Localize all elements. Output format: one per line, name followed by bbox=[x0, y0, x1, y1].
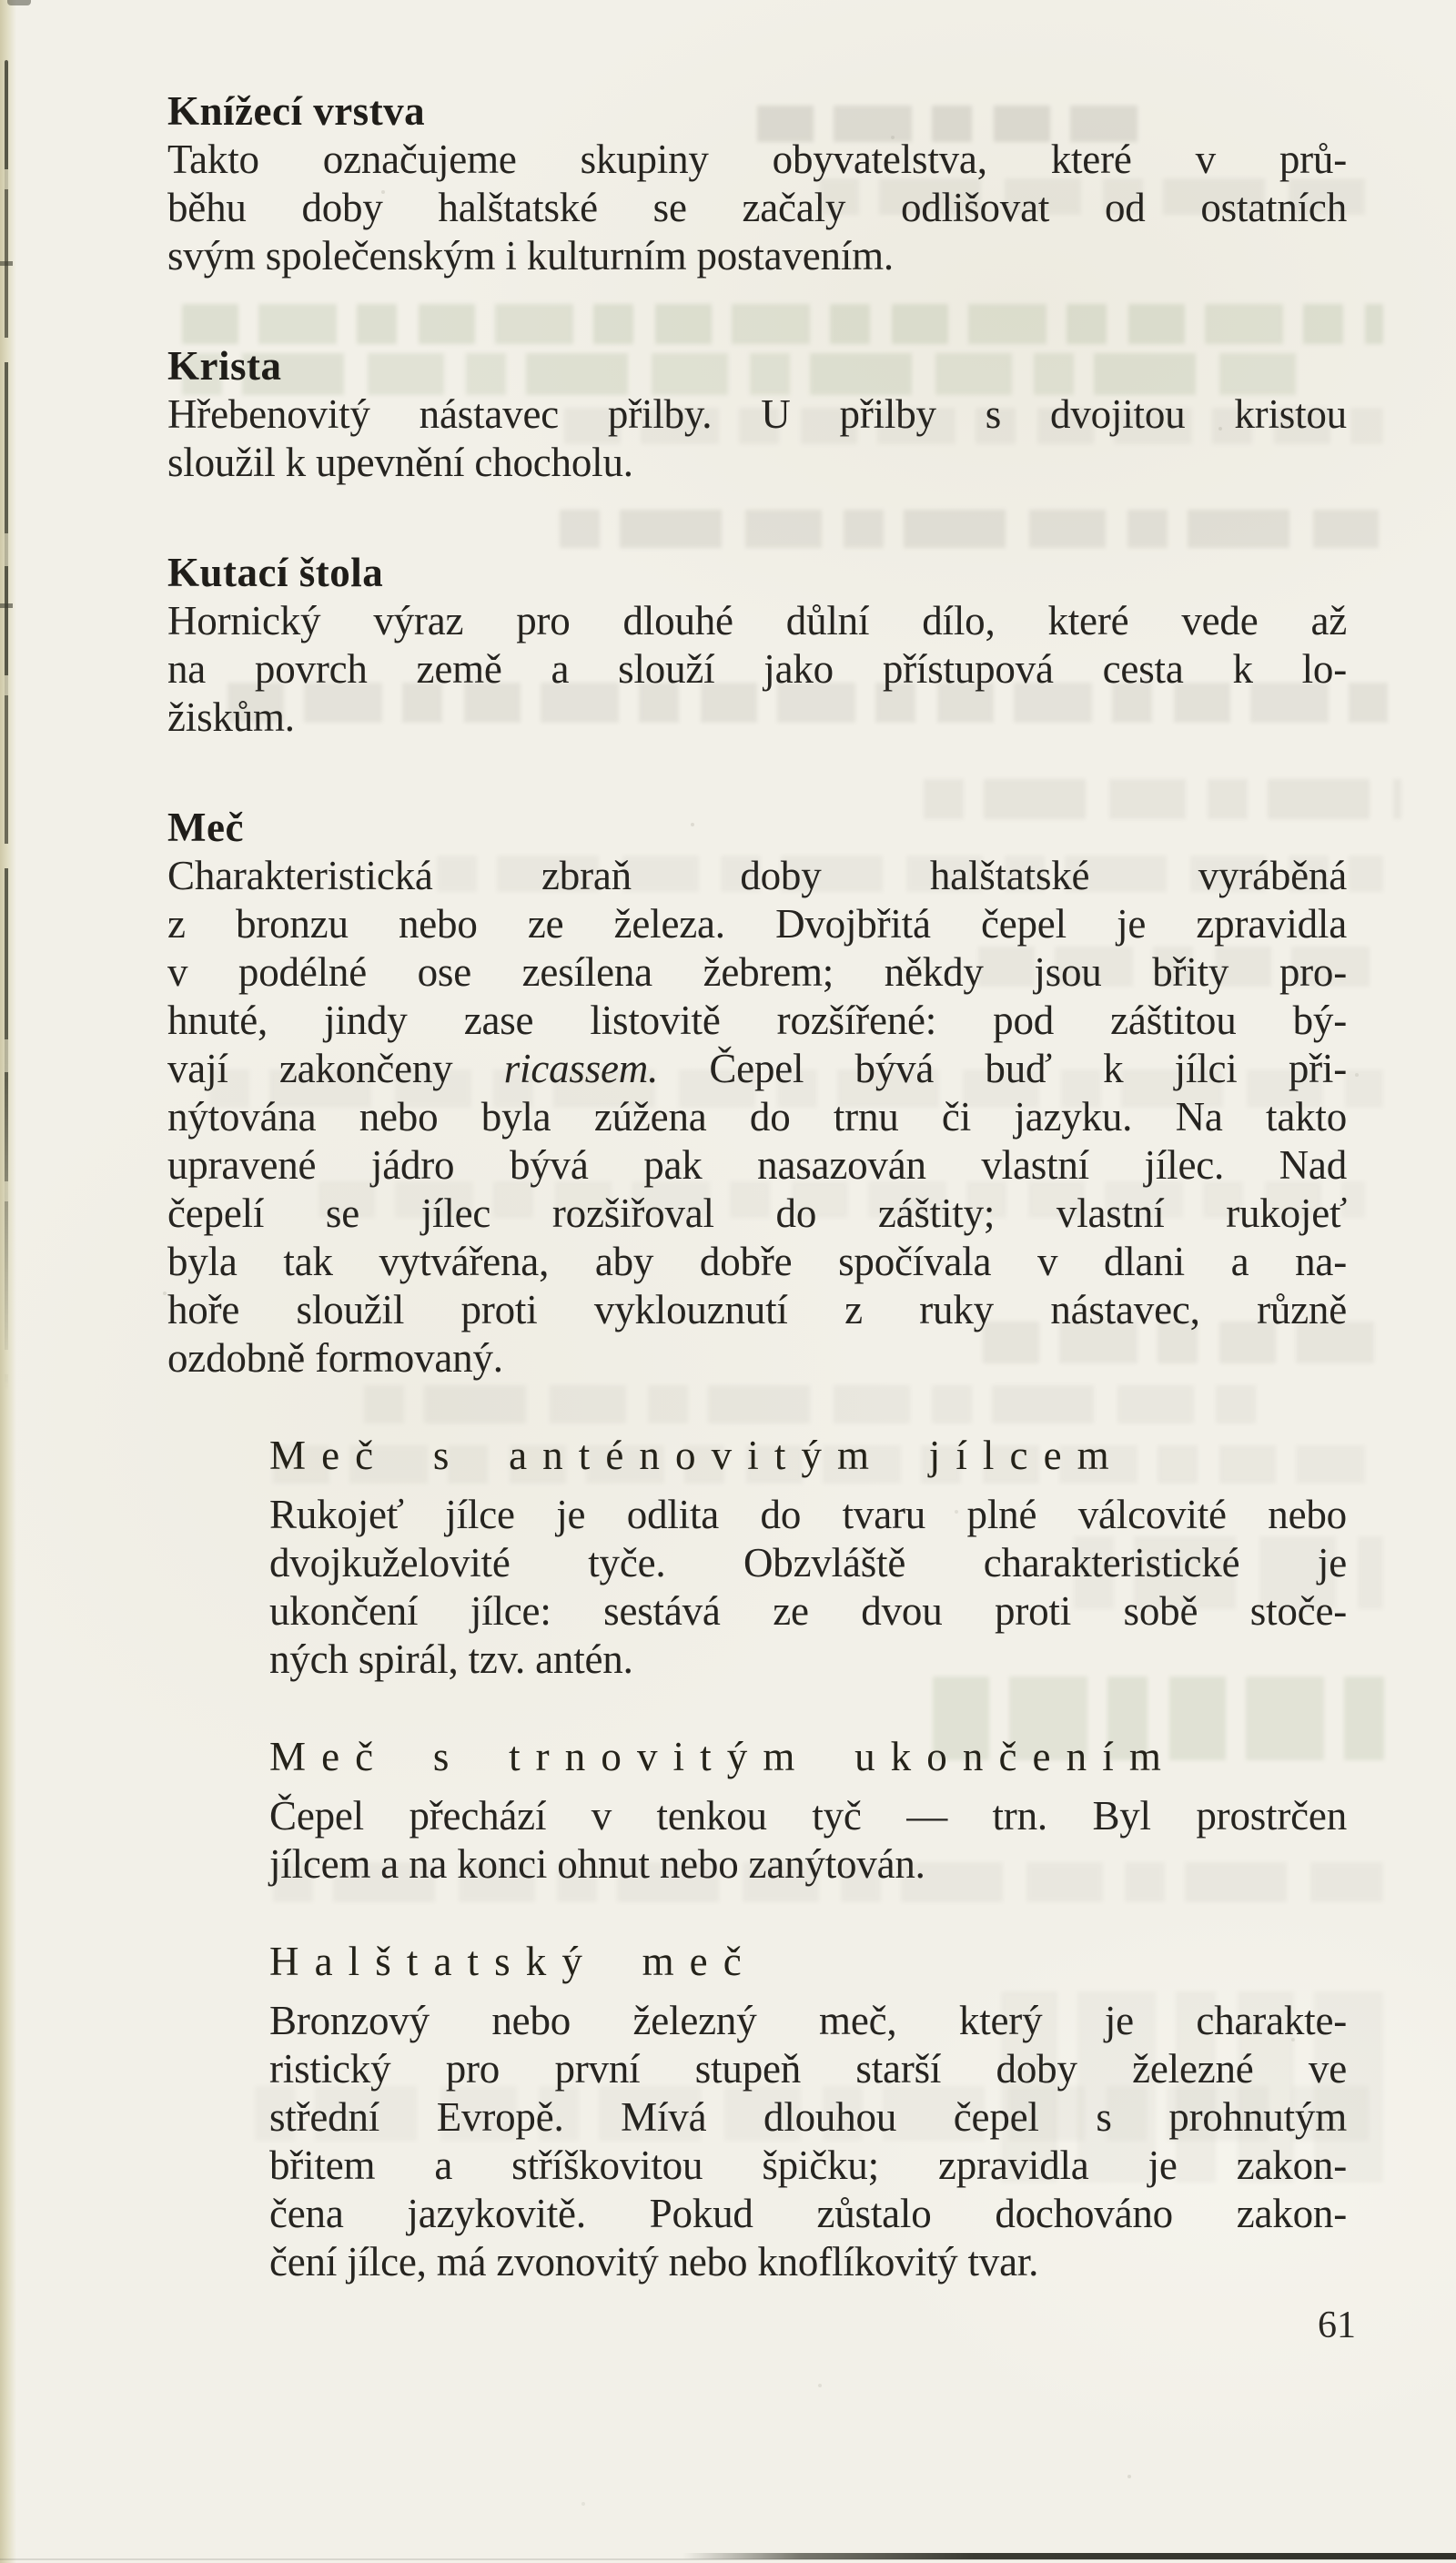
definition-line: vají zakončeny ricassem. Čepel bývá buď k jílci při- bbox=[167, 1046, 1347, 1091]
definition-line: běhu doby halštatské se začaly odlišovat od ostatních bbox=[167, 185, 1347, 230]
definition-line: střední Evropě. Mívá dlouhou čepel s prohnutým bbox=[269, 2094, 1347, 2140]
definition-line: Hřebenovitý nástavec přilby. U přilby s dvojitou kristou bbox=[167, 391, 1347, 437]
edge-tick bbox=[0, 261, 13, 266]
definition-line: hnuté, jindy zase listovitě rozšířené: pod záštitou bý- bbox=[167, 998, 1347, 1043]
entry-term: Meč bbox=[167, 805, 244, 850]
dictionary-entry bbox=[269, 1733, 1347, 1889]
dictionary-entry bbox=[167, 549, 1347, 742]
definition-line: čena jazykovitě. Pokud zůstalo dochováno zakon- bbox=[269, 2191, 1347, 2236]
entry-term: Knížecí vrstva bbox=[167, 88, 426, 134]
entry-definition bbox=[269, 1997, 1347, 2286]
definition-line: z bronzu nebo ze železa. Dvojbřitá čepel je zpravidla bbox=[167, 901, 1347, 947]
definition-line: na povrch země a slouží jako přístupová cesta k lo- bbox=[167, 646, 1347, 692]
definition-line: břitem a stříškovitou špičku; zpravidla je zakon- bbox=[269, 2143, 1347, 2188]
definition-line: žiskům. bbox=[167, 694, 295, 740]
definition-line: svým společenským i kulturním postavením. bbox=[167, 233, 894, 279]
entries bbox=[167, 87, 1347, 2286]
entry-definition bbox=[167, 597, 1347, 742]
definition-line: Bronzový nebo železný meč, který je charakte- bbox=[269, 1998, 1347, 2043]
dictionary-entry bbox=[269, 1432, 1347, 1684]
page-edge-strip bbox=[0, 0, 16, 2563]
entry-term: Halštatský meč bbox=[269, 1939, 757, 1984]
entry-term: Meč s trnovitým ukončením bbox=[269, 1734, 1177, 1779]
definition-line: čení jílce, má zvonovitý nebo knoflíkovitý tvar. bbox=[269, 2239, 1039, 2284]
dictionary-entry bbox=[167, 87, 1347, 280]
definition-line: čepelí se jílec rozšiřoval do záštity; vlastní rukojeť bbox=[167, 1190, 1347, 1236]
definition-line: Rukojeť jílce je odlita do tvaru plné válcovité nebo bbox=[269, 1492, 1347, 1537]
page-edge-scan-line bbox=[5, 60, 8, 1389]
definition-line: ozdobně formovaný. bbox=[167, 1335, 503, 1381]
entry-definition bbox=[167, 390, 1347, 487]
definition-line: ristický pro první stupeň starší doby železné ve bbox=[269, 2046, 1347, 2092]
definition-line: sloužil k upevnění chocholu. bbox=[167, 440, 633, 485]
page-number: 61 bbox=[1318, 2305, 1356, 2346]
paper-specks bbox=[0, 0, 2, 2]
dictionary-entry bbox=[167, 804, 1347, 1383]
edge-tick bbox=[0, 603, 13, 608]
definition-line: dvojkuželovité tyče. Obzvláště charakteristické je bbox=[269, 1540, 1347, 1585]
definition-line: jílcem a na konci ohnut nebo zanýtován. bbox=[269, 1841, 925, 1887]
entry-definition bbox=[167, 852, 1347, 1383]
definition-line: Čepel přechází v tenkou tyč — trn. Byl prostrčen bbox=[269, 1793, 1347, 1839]
definition-line: Takto označujeme skupiny obyvatelstva, které v prů- bbox=[167, 137, 1347, 182]
entry-term: Meč s anténovitým jílcem bbox=[269, 1433, 1125, 1478]
entry-definition bbox=[167, 136, 1347, 280]
entry-term: Krista bbox=[167, 343, 282, 389]
definition-line: ukončení jílce: sestává ze dvou proti sobě stoče- bbox=[269, 1588, 1347, 1634]
dictionary-entry bbox=[269, 1938, 1347, 2286]
bottom-scan-edge bbox=[682, 2553, 1456, 2559]
definition-line: Hornický výraz pro dlouhé důlní dílo, které vede až bbox=[167, 598, 1347, 643]
definition-line: hoře sloužil proti vyklouznutí z ruky nástavec, různě bbox=[167, 1287, 1347, 1332]
definition-line: v podélné ose zesílena žebrem; někdy jsou břity pro- bbox=[167, 949, 1347, 995]
corner-speck bbox=[7, 0, 31, 5]
italic-word: ricassem. bbox=[503, 1046, 659, 1091]
definition-line: byla tak vytvářena, aby dobře spočívala v dlani a na- bbox=[167, 1239, 1347, 1284]
entry-definition bbox=[269, 1491, 1347, 1684]
entry-definition bbox=[269, 1792, 1347, 1889]
definition-line: ných spirál, tzv. antén. bbox=[269, 1636, 633, 1682]
entry-term: Kutací štola bbox=[167, 550, 384, 595]
definition-line: upravené jádro bývá pak nasazován vlastní jílec. Nad bbox=[167, 1142, 1347, 1188]
definition-line: Charakteristická zbraň doby halštatské vyráběná bbox=[167, 853, 1347, 898]
definition-line: nýtována nebo byla zúžena do trnu či jazyku. Na takto bbox=[167, 1094, 1347, 1140]
dictionary-entry bbox=[167, 342, 1347, 487]
